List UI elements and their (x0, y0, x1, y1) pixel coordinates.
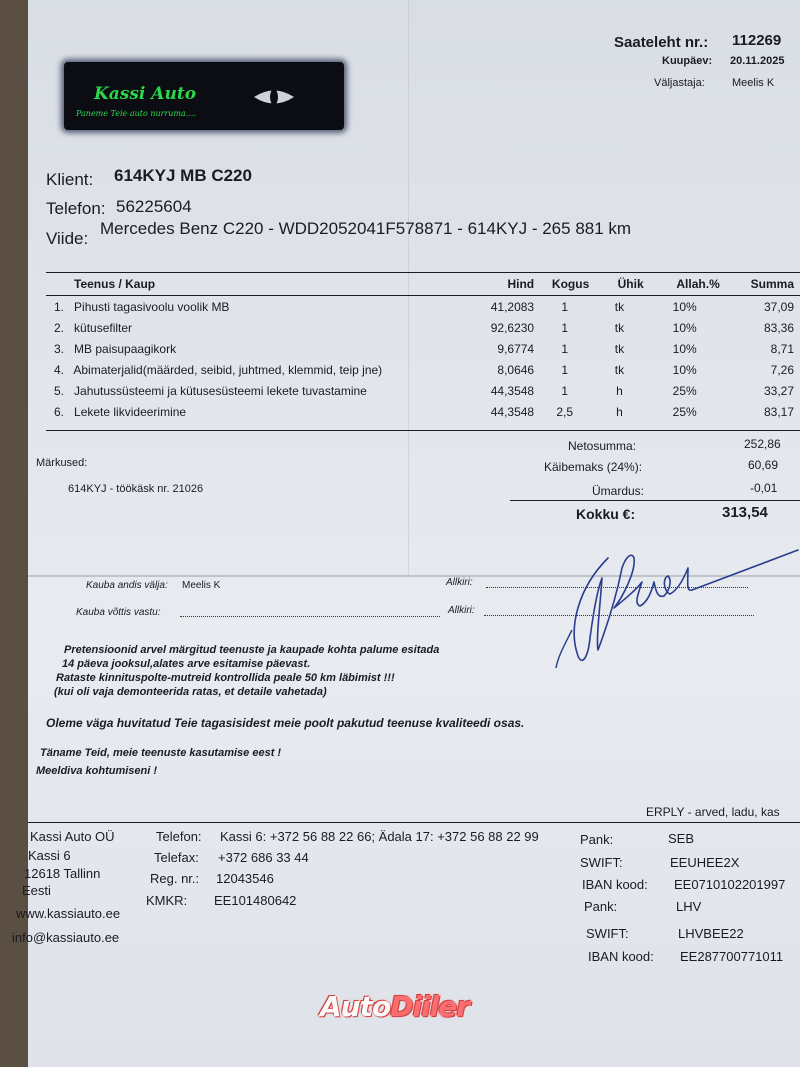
footer-phone-label: Telefon: (156, 829, 202, 844)
sign-label-1: Allkiri: (446, 577, 473, 588)
cat-eye-icon (252, 86, 296, 108)
phone-label: Telefon: (46, 199, 106, 218)
row-sum: 37,09 (763, 299, 794, 314)
invoice-sheet (12, 0, 800, 1067)
swift1-label: SWIFT: (580, 855, 623, 870)
col-header-sum: Summa (726, 273, 800, 296)
items-table (46, 272, 800, 422)
total-label: Kokku €: (576, 506, 636, 522)
footer-reg: 12043546 (216, 871, 274, 886)
received-line (180, 616, 440, 617)
footer-vat-label: KMKR: (146, 893, 188, 908)
footer-fax: +372 686 33 44 (218, 850, 309, 865)
company-country: Eesti (22, 883, 51, 898)
table-row (46, 380, 800, 401)
iban1-label: IBAN kood: (582, 877, 648, 892)
doc-number: 112269 (732, 32, 782, 49)
phone-value: 56225604 (116, 197, 192, 216)
vat-label: Käibemaks (24%): (544, 460, 643, 474)
reference-label: Viide: (46, 229, 89, 248)
row-discount: 10% (672, 362, 697, 377)
bank2: LHV (676, 899, 702, 914)
company-email: info@kassiauto.ee (12, 930, 120, 945)
row-discount: 10% (672, 299, 697, 314)
handwritten-signature (538, 538, 800, 678)
claims-line-1: Pretensioonid arvel märgitud teenuste ja kaupade kohta palume esitada (64, 644, 440, 656)
footer-phone: Kassi 6: +372 56 88 22 66; Ädala 17: +372 56 88 22 99 (220, 829, 539, 844)
table-row (46, 338, 800, 359)
logo-tagline: Paneme Teie auto nurruma.... (76, 109, 196, 118)
rounding-label: Ümardus: (592, 484, 645, 498)
footer-reg-label: Reg. nr.: (150, 871, 200, 886)
footer-fax-label: Telefax: (154, 850, 199, 865)
sign-label-2: Allkiri: (448, 605, 475, 616)
rounding-value: -0,01 (750, 481, 778, 495)
col-header-discount: Allah.% (650, 273, 726, 296)
row-price: 9,6774 (497, 341, 535, 356)
iban2: EE287700771011 (680, 949, 784, 964)
col-header-price: Hind (460, 273, 540, 296)
row-price: 41,2083 (490, 299, 535, 314)
row-sum: 8,71 (770, 341, 794, 356)
bank2-label: Pank: (584, 899, 618, 914)
autodiiler-watermark: AutoDiiler (320, 990, 470, 1023)
wheels-line-1: Rataste kinnituspolte-mutreid kontrollida peale 50 km läbimist !!! (56, 672, 395, 684)
row-discount: 25% (672, 383, 697, 398)
client-label: Klient: (46, 170, 94, 189)
table-header-row (46, 273, 800, 296)
vat-value: 60,69 (748, 458, 779, 472)
given-label: Kauba andis välja: (86, 580, 168, 591)
col-header-qty: Kogus (540, 273, 595, 296)
row-unit: tk (614, 299, 625, 314)
row-sum: 7,26 (770, 362, 794, 377)
issuer-label: Väljastaja: (654, 77, 705, 89)
given-by: Meelis K (182, 580, 221, 591)
company-website: www.kassiauto.ee (16, 906, 121, 921)
row-discount: 10% (672, 341, 697, 356)
notes-label: Märkused: (36, 457, 88, 469)
row-name: 2. kütusefilter (54, 320, 133, 335)
row-price: 44,3548 (490, 383, 535, 398)
date-label: Kuupäev: (662, 55, 713, 67)
row-qty: 2,5 (556, 404, 574, 419)
row-name: 4. Abimaterjalid(määrded, seibid, juhtmed, klemmid, teip jne) (54, 362, 383, 377)
row-unit: tk (614, 320, 625, 335)
totals-rule (510, 500, 800, 501)
row-price: 92,6230 (490, 320, 535, 335)
table-bottom-rule (46, 430, 800, 431)
feedback-text: Oleme väga huvitatud Teie tagasisidest meie poolt pakutud teenuse kvaliteedi osas. (46, 716, 525, 730)
company-city: 12618 Tallinn (24, 866, 101, 881)
thanks-line-2: Meeldiva kohtumiseni ! (36, 765, 158, 777)
swift2: LHVBEE22 (678, 926, 744, 941)
row-qty: 1 (561, 383, 569, 398)
footer-rule (28, 822, 800, 823)
received-label: Kauba võttis vastu: (76, 607, 161, 618)
total-value: 313,54 (722, 504, 768, 521)
col-header-service: Teenus / Kaup (46, 273, 460, 296)
issuer: Meelis K (732, 77, 775, 89)
claims-line-2: 14 päeva jooksul,alates arve esitamise päevast. (62, 658, 311, 670)
row-sum: 33,27 (763, 383, 794, 398)
row-price: 44,3548 (490, 404, 535, 419)
row-name: 5. Jahutussüsteemi ja kütusesüsteemi lekete tuvastamine (54, 383, 367, 398)
row-qty: 1 (561, 320, 569, 335)
row-unit: tk (614, 341, 625, 356)
row-sum: 83,17 (763, 404, 794, 419)
table-row (46, 317, 800, 338)
row-discount: 10% (672, 320, 697, 335)
row-discount: 25% (672, 404, 697, 419)
date: 20.11.2025 (730, 55, 785, 67)
company-street: Kassi 6 (28, 848, 71, 863)
thanks-line-1: Täname Teid, meie teenuste kasutamise eest ! (40, 747, 282, 759)
notes-text: 614KYJ - töökäsk nr. 21026 (68, 483, 204, 495)
table-row (46, 401, 800, 422)
logo-name: Kassi Auto (94, 84, 197, 104)
net-label: Netosumma: (568, 439, 637, 453)
row-unit: tk (614, 362, 625, 377)
col-header-unit: Ühik (595, 273, 649, 296)
row-unit: h (616, 383, 623, 398)
row-price: 8,0646 (497, 362, 535, 377)
company-name: Kassi Auto OÜ (30, 829, 115, 844)
row-name: 6. Lekete likvideerimine (54, 404, 187, 419)
table-row (46, 296, 800, 318)
row-name: 3. MB paisupaagikork (54, 341, 177, 356)
reference-value: Mercedes Benz C220 - WDD2052041F578871 - 614KYJ - 265 881 km (100, 219, 632, 238)
row-qty: 1 (561, 299, 569, 314)
row-unit: h (616, 404, 623, 419)
bank1-label: Pank: (580, 832, 614, 847)
net-value: 252,86 (744, 437, 781, 451)
row-name: 1. Pihusti tagasivoolu voolik MB (54, 299, 230, 314)
wheels-line-2: (kui oli vaja demonteerida ratas, et detaile vahetada) (54, 686, 327, 698)
row-sum: 83,36 (763, 320, 794, 335)
bank1: SEB (668, 831, 695, 846)
client-value: 614KYJ MB C220 (114, 166, 252, 185)
row-qty: 1 (561, 362, 569, 377)
row-qty: 1 (561, 341, 569, 356)
swift2-label: SWIFT: (586, 926, 629, 941)
footer-vat: EE101480642 (214, 893, 297, 908)
company-logo (64, 62, 344, 130)
iban1: EE0710102201997 (674, 877, 786, 892)
swift1: EEUHEE2X (670, 855, 740, 870)
iban2-label: IBAN kood: (588, 949, 654, 964)
table-row (46, 359, 800, 380)
doc-number-label: Saateleht nr.: (614, 34, 709, 51)
software-credit: ERPLY - arved, ladu, kas (646, 805, 780, 819)
